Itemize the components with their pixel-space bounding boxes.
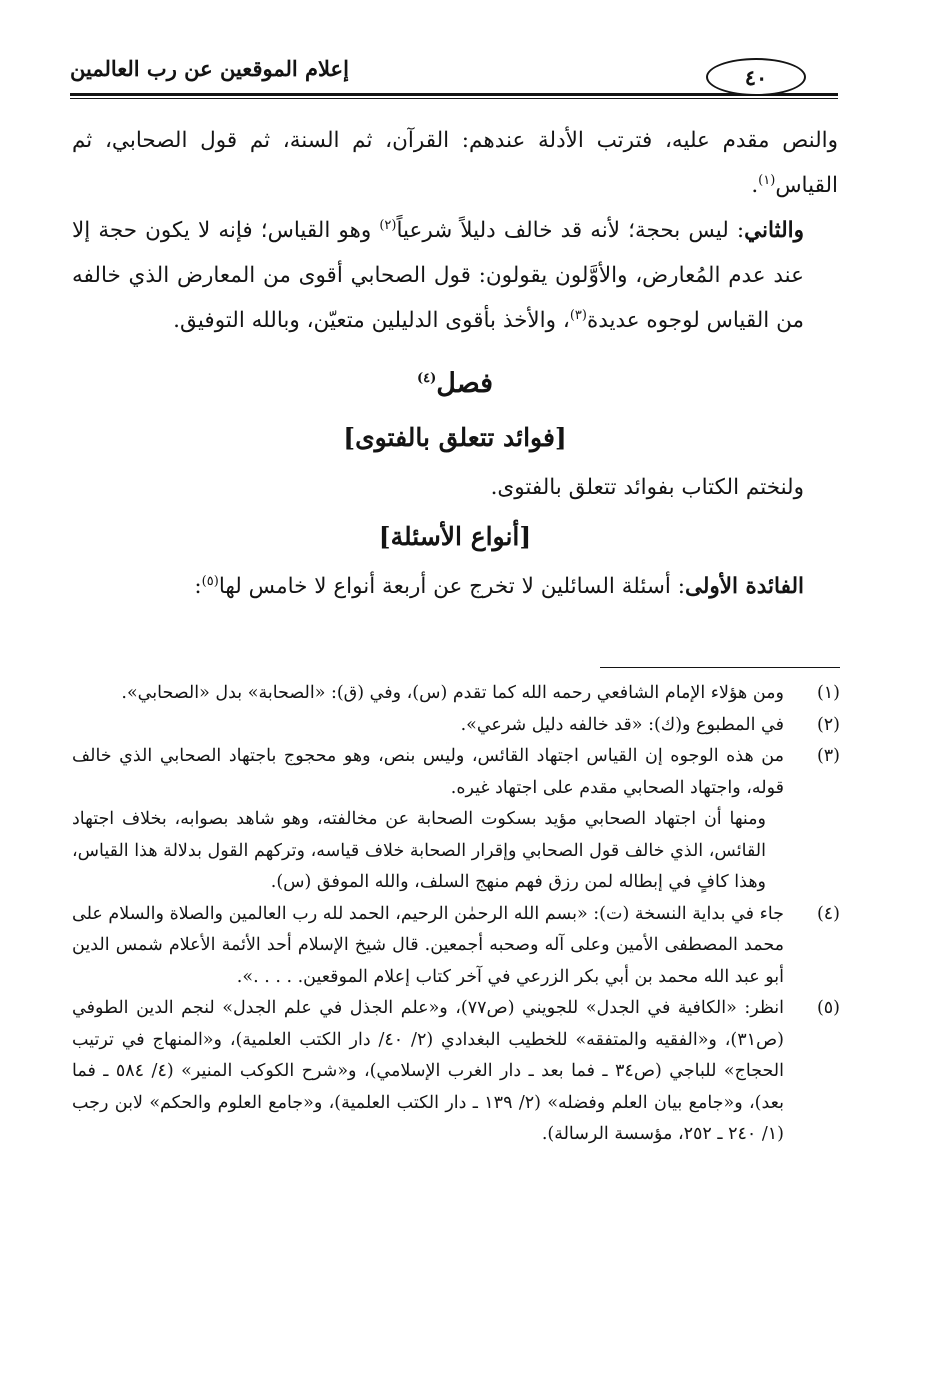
page-number: ٤٠ [744,64,768,90]
header-rule-thick [70,93,838,96]
running-title: إعلام الموقعين عن رب العالمين [70,56,349,81]
footnote-ref-5: (٥) [201,573,219,589]
footnote-1 [72,678,840,710]
subheading-fatwa-benefits: [فوائد تتعلق بالفتوى] [343,423,567,452]
footnote-body [72,710,784,742]
footnote-number: (١) [816,683,840,703]
footnote-ref-3: (٣) [569,307,587,323]
footnote-ref-4: (٤) [416,371,437,386]
footnote-2 [72,710,840,742]
section-heading-text: فصل [436,368,494,399]
footnote-text: في المطبوع و(ك): «قد خالفه دليل شرعي». [460,714,784,735]
first-benefit-paragraph [72,564,838,609]
footnote-body [72,993,784,1151]
footnote-text: جاء في بداية النسخة (ت): «بسم الله الرحمٰن الرحيم، الحمد لله رب العالمين والصلاة والسلام على محمد المصطفى الأمين وعلى آله وصحبه أجمعين. قال شيخ الإسلام أحد الأئمة الأعلام شمس الدين أبو عبد الله محمد بن أبي بكر الزرعي في آخر كتاب إعلام الموقعين. . . . .». [72,903,784,987]
footnote-4 [72,899,840,994]
footnote-body [72,899,784,994]
first-benefit-end: : [194,574,202,599]
footnote-number: (٤) [816,903,840,924]
paragraph-2-lead: والثاني [744,218,804,243]
paragraph-1 [72,118,838,208]
first-benefit-text: : أسئلة السائلين لا تخرج عن أربعة أنواع لا خامس لها [218,574,685,599]
footnote-ref-2: (٢) [379,217,397,233]
intro-paragraph: ولنختم الكتاب بفوائد تتعلق بالفتوى. [490,475,804,500]
page-number-oval [706,58,806,96]
subheading-question-types: [أنواع الأسئلة] [378,522,532,551]
running-header [70,54,838,94]
section-heading [72,357,838,411]
footnotes [72,678,840,1151]
footnote-5 [72,993,840,1151]
first-benefit-lead: الفائدة الأولى [684,574,804,599]
footnote-text: ومن هؤلاء الإمام الشافعي رحمه الله كما تقدم (س)، وفي (ق): «الصحابة» بدل «الصحابي». [121,683,784,703]
footnote-body [72,741,784,899]
paragraph-2-text-a: : ليس بحجة؛ لأنه قد خالف دليلاً شرعياً [396,218,745,243]
paragraph-2-text-c: ، والأخذ بأقوى الدليلين متعيّن، وبالله التوفيق. [173,308,570,333]
footnote-number: (٢) [816,714,840,735]
footnote-3 [72,741,840,899]
header-rule-thin [70,98,838,99]
footnote-separator [600,667,840,668]
paragraph-1-end: . [751,173,759,198]
paragraph-2-text-b: وهو القياس؛ فإنه لا يكون حجة إلا عند عدم المُعارض، والأوَّلون يقولون: قول الصحابي أقوى من المعارض الذي خالفه من القياس لوجوه عديدة [72,218,804,333]
main-text [72,118,838,609]
footnote-ref-1: (١) [758,172,776,188]
paragraph-1-text: والنص مقدم عليه، فترتب الأدلة عندهم: القرآن، ثم السنة، ثم قول الصحابي، ثم القياس [72,128,838,198]
paragraph-2 [72,208,838,343]
footnote-text: من هذه الوجوه إن القياس اجتهاد القائس، وليس بنص، وهو محجوج باجتهاد الصحابي الذي خالف قوله، واجتهاد الصحابي مقدم على اجتهاد غيره. [72,746,784,798]
footnote-text-continued: ومنها أن اجتهاد الصحابي مؤيد بسكوت الصحابة عن مخالفته، وهو شاهد بصوابه، بخلاف اجتهاد القائس، الذي خالف قول الصحابي وإقرار الصحابة خلاف قياسه، وتركهم القول بدلالة هذا القياس، وهذا كافٍ في إبطاله لمن رزق فهم منهج السلف، والله الموفق (س). [72,809,766,892]
footnote-number: (٣) [816,746,840,766]
footnote-body [72,678,784,710]
footnote-number: (٥) [816,998,840,1018]
footnote-text: انظر: «الكافية في الجدل» للجويني (ص٧٧)، و«علم الجذل في علم الجدل» لنجم الدين الطوفي (ص٣١)، و«الفقيه والمتفقه» للخطيب البغدادي (٢/ ٤٠/ دار الكتب العلمية)، و«المنهاج في ترتيب الحجاج» للباجي (ص٣٤ ـ فما بعد ـ دار الغرب الإسلامي)، و«شرح الكوكب المنير» (٤/ ٥٨٤ ـ فما بعد)، و«جامع بيان العلم وفضله» (٢/ ١٣٩ ـ دار الكتب العلمية)، و«جامع العلوم والحكم» لابن رجب (١/ ٢٤٠ ـ ٢٥٢، مؤسسة الرسالة). [72,998,785,1144]
